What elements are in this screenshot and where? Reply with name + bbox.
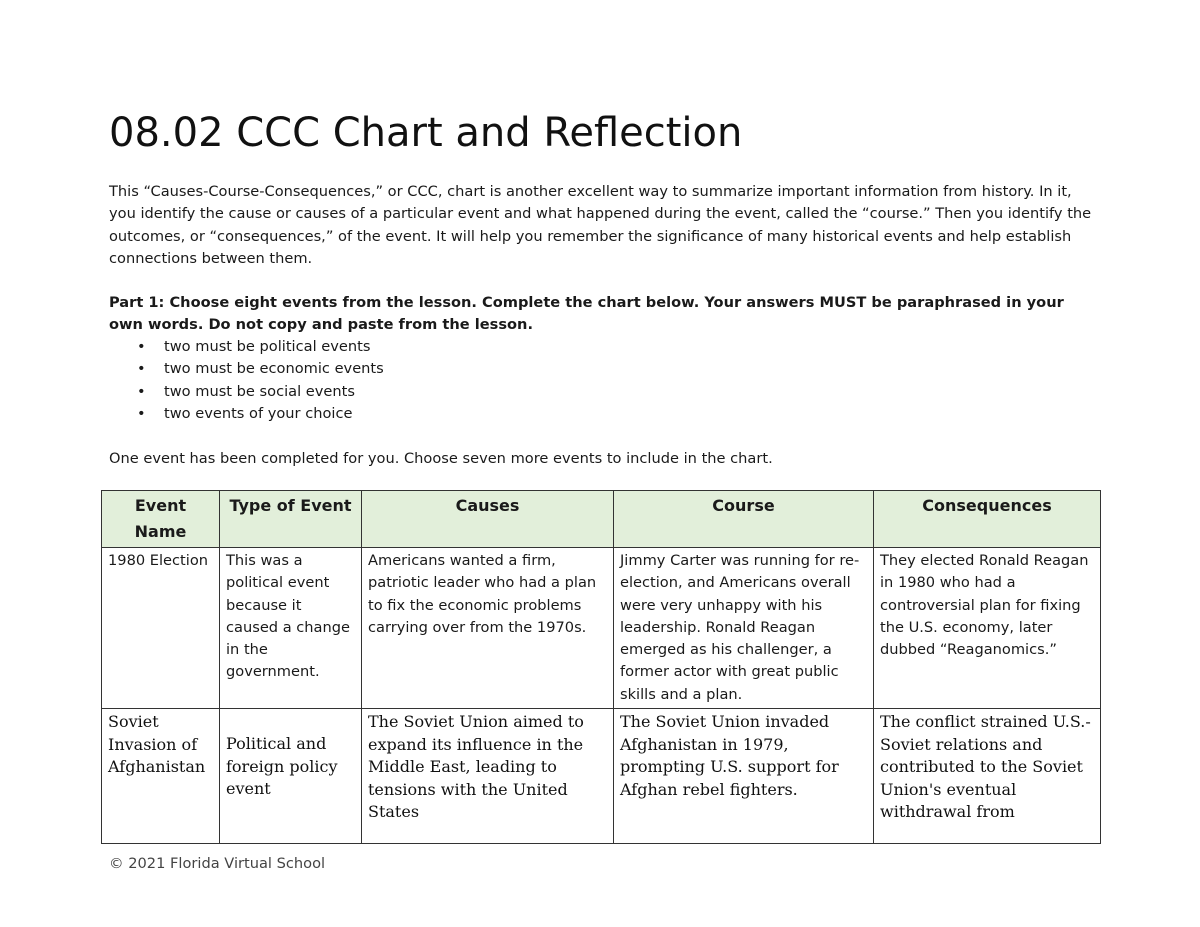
list-item bbox=[109, 336, 384, 358]
bullet-icon: • bbox=[137, 404, 146, 422]
requirements-list bbox=[109, 336, 384, 425]
copyright-footer: © 2021 Florida Virtual School bbox=[109, 855, 326, 872]
table-row bbox=[102, 709, 1101, 844]
list-item-text: two must be political events bbox=[164, 338, 371, 355]
bullet-icon: • bbox=[137, 338, 146, 355]
bullet-icon: • bbox=[137, 360, 146, 378]
list-item bbox=[109, 381, 384, 403]
list-item-text: two events of your choice bbox=[164, 404, 353, 422]
header-causes: Causes bbox=[362, 491, 614, 548]
bullet-icon: • bbox=[137, 382, 146, 400]
page-title: 08.02 CCC Chart and Reflection bbox=[109, 110, 743, 156]
cell-event-name[interactable]: 1980 Election bbox=[102, 548, 220, 709]
cell-event-name[interactable]: Soviet Invasion of Afghanistan bbox=[102, 709, 220, 844]
header-event-name: Event Name bbox=[102, 491, 220, 548]
cell-consequences[interactable]: They elected Ronald Reagan in 1980 who had a controversial plan for fixing the U.S. economy, later dubbed “Reaganomics.” bbox=[874, 548, 1101, 709]
cell-course[interactable]: Jimmy Carter was running for re-election, and Americans overall were very unhappy with his leadership. Ronald Reagan emerged as his challenger, a former actor with great public skills and a plan. bbox=[614, 548, 874, 709]
cell-consequences[interactable]: The conflict strained U.S.-Soviet relations and contributed to the Soviet Union's eventual withdrawal from bbox=[874, 709, 1101, 844]
cell-type-of-event[interactable]: This was a political event because it caused a change in the government. bbox=[220, 548, 362, 709]
part1-instructions: Part 1: Choose eight events from the lesson. Complete the chart below. Your answers MUST be paraphrased in your own words. Do not copy and paste from the lesson. bbox=[109, 294, 1064, 334]
cell-causes[interactable]: Americans wanted a firm, patriotic leader who had a plan to fix the economic problems carrying over from the 1970s. bbox=[362, 548, 614, 709]
list-item-text: two must be economic events bbox=[164, 360, 384, 378]
intro-paragraph: This “Causes-Course-Consequences,” or CCC, chart is another excellent way to summarize important information from history. In it, you identify the cause or causes of a particular event and what happened during the event, called the “course.” Then you identify the outcomes, or “consequences,” of the event. It will help you remember the significance of many historical events and help establish connections between them. bbox=[109, 183, 1092, 267]
cell-course[interactable]: The Soviet Union invaded Afghanistan in 1979, prompting U.S. support for Afghan rebel fighters. bbox=[614, 709, 874, 844]
ccc-chart-table bbox=[101, 490, 1101, 844]
table-row bbox=[102, 548, 1101, 709]
list-item-text: two must be social events bbox=[164, 382, 355, 400]
header-type-of-event: Type of Event bbox=[220, 491, 362, 548]
cell-causes[interactable]: The Soviet Union aimed to expand its influence in the Middle East, leading to tensions with the United States bbox=[362, 709, 614, 844]
header-consequences: Consequences bbox=[874, 491, 1101, 548]
chart-instruction: One event has been completed for you. Choose seven more events to include in the chart. bbox=[109, 450, 773, 467]
header-course: Course bbox=[614, 491, 874, 548]
table-header-row bbox=[102, 491, 1101, 548]
cell-type-of-event[interactable]: Political and foreign policy event bbox=[220, 709, 362, 844]
list-item bbox=[109, 403, 384, 425]
list-item bbox=[109, 358, 384, 380]
